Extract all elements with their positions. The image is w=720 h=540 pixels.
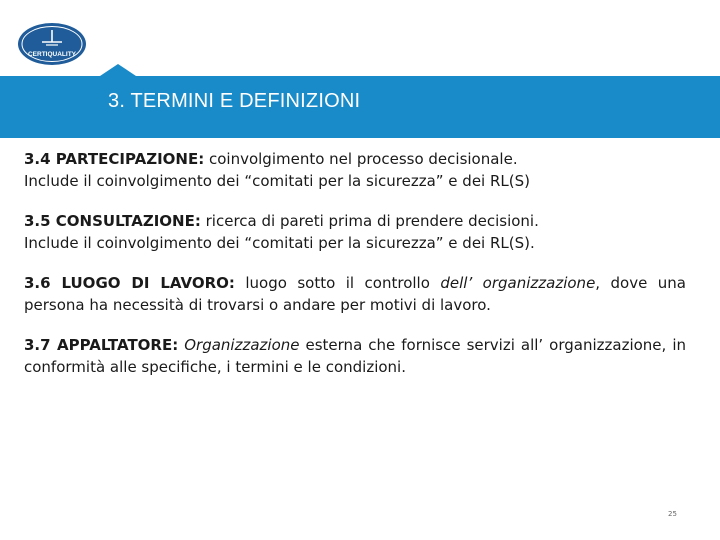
definition-partecipazione — [24, 148, 686, 192]
term-definition-post: , dove una persona ha necessità di trovarsi o andare per motivi di lavoro. — [24, 274, 686, 314]
term-definition-italic: dell’ organizzazione — [440, 274, 596, 292]
term-definition: coinvolgimento nel processo decisionale. — [204, 150, 518, 168]
term-definition-pre: luogo sotto il controllo — [234, 274, 441, 292]
certiquality-logo — [16, 20, 88, 68]
logo-text: CERTIQUALITY — [27, 51, 77, 58]
definition-appaltatore — [24, 334, 686, 378]
slide-title: 3. TERMINI E DEFINIZIONI — [108, 90, 361, 112]
definition-consultazione — [24, 210, 686, 254]
term-extra: Include il coinvolgimento dei “comitati per la sicurezza” e dei RL(S). — [24, 234, 535, 252]
term-label: 3.5 CONSULTAZIONE: — [24, 212, 201, 230]
title-band — [0, 76, 720, 138]
term-label: 3.6 LUOGO DI LAVORO: — [24, 274, 235, 292]
logo-graphic — [16, 20, 88, 68]
term-label: 3.7 APPALTATORE: — [24, 336, 179, 354]
term-label: 3.4 PARTECIPAZIONE: — [24, 150, 205, 168]
page-number: 25 — [668, 510, 677, 518]
definitions-body — [24, 148, 686, 396]
term-definition-post: esterna che fornisce servizi all’ organizzazione, in conformità alle specifiche, i termini e le condizioni. — [24, 336, 686, 376]
term-definition: ricerca di pareti prima di prendere decisioni. — [200, 212, 539, 230]
term-extra: Include il coinvolgimento dei “comitati per la sicurezza” e dei RL(S) — [24, 172, 530, 190]
term-definition-italic: Organizzazione — [178, 336, 300, 354]
definition-luogo-di-lavoro — [24, 272, 686, 316]
